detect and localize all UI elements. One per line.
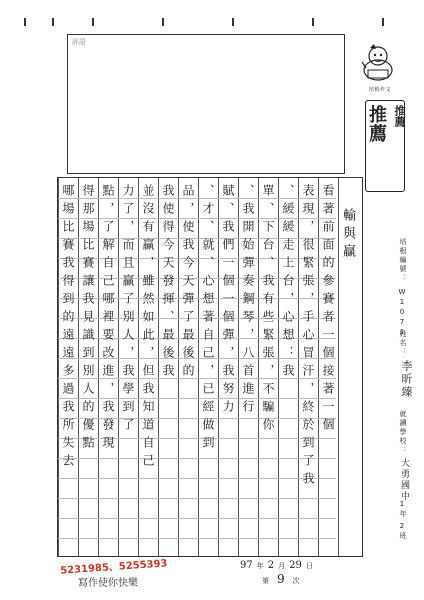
essay-column: 力了，而且贏了別人，我學到了 xyxy=(121,184,135,436)
writing-grid xyxy=(57,177,363,557)
student-name: 李昕臻 xyxy=(400,360,413,399)
essay-column: 、緩緩走上台，心想：我 xyxy=(281,184,295,382)
grid-row-line xyxy=(58,498,336,499)
date-month-label: 月 xyxy=(278,562,286,570)
essay-column: 哪場比賽我得到的遠遠多過我所失去 xyxy=(61,184,75,472)
essay-column: 品，使我今天彈了最後的 xyxy=(181,184,195,382)
class-number-label: 班 xyxy=(399,532,407,541)
recommend-stamp xyxy=(365,100,405,192)
page-number: 9 xyxy=(277,572,285,586)
essay-column: 表現，很緊張，手心冒汗，終於到了我 xyxy=(301,184,315,490)
date-day: 29 xyxy=(289,560,302,571)
essay-column: 得那場比賽讓我見識到別人的優點 xyxy=(81,184,95,454)
comment-label: 評語 xyxy=(72,38,86,46)
grade-value: 1 xyxy=(398,500,406,510)
teacher-comment-box xyxy=(67,34,345,174)
essay-column: 點，了解自己哪裡要改進，我發現 xyxy=(101,184,115,454)
school-value: 大勇國中 xyxy=(399,458,409,502)
bacon-logo xyxy=(356,40,400,92)
grid-row-line xyxy=(58,478,336,479)
grade-label: 年 xyxy=(399,510,407,519)
name-label: 姓名： xyxy=(399,330,407,357)
date-year: 97 xyxy=(240,560,253,571)
grid-row-line xyxy=(58,518,336,519)
grid-row-line xyxy=(58,458,336,459)
school-label: 就讀學校： xyxy=(399,410,407,455)
date-month: 2 xyxy=(267,560,275,571)
stamp-text-big: 推薦 xyxy=(366,105,387,143)
grid-row-line xyxy=(58,538,336,539)
class-number-value: 2 xyxy=(398,522,406,532)
essay-column: 並沒有贏，雖然如此，但我知道自己 xyxy=(141,184,155,472)
essay-column: 、才、就、心想著自己，已經做到 xyxy=(201,184,215,454)
submission-number xyxy=(262,572,300,586)
logo-caption: 培根作文 xyxy=(368,87,391,93)
id-value: W1071 xyxy=(398,288,406,338)
top-tick-marks xyxy=(22,18,392,28)
date-day-label: 日 xyxy=(305,562,313,570)
id-label: 培根編號： xyxy=(399,238,407,283)
essay-title: 輸與贏 xyxy=(340,208,355,262)
essay-column: 賦、我們一個一個彈，我努力 xyxy=(221,184,235,418)
date-year-label: 年 xyxy=(256,562,264,570)
slogan: 寫作使你快樂 xyxy=(78,578,138,589)
phone-numbers: 5231985、5255393 xyxy=(59,558,168,577)
stamp-text-small: 推薦 xyxy=(393,105,406,127)
bacon-mascot-icon xyxy=(356,40,400,84)
page-label-post: 次 xyxy=(292,577,300,585)
essay-column: 我使得今天發揮、最後我 xyxy=(161,184,175,382)
essay-column: 看著前面的參賽者一個接著一個 xyxy=(321,184,335,436)
essay-column: 單、下台、我有些緊張，不騙你 xyxy=(261,184,275,436)
page-label-pre: 第 xyxy=(262,577,269,585)
essay-column: 、我開始彈奏鋼琴，八首進行 xyxy=(241,184,255,418)
date-line xyxy=(240,560,313,571)
